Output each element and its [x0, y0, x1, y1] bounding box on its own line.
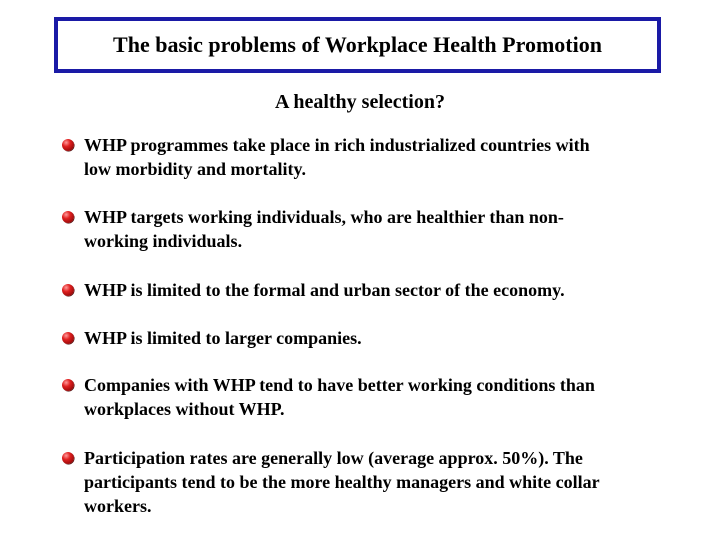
- red-ball-bullet-icon: [62, 211, 74, 223]
- slide-subtitle: A healthy selection?: [275, 91, 445, 113]
- red-ball-bullet-icon: [62, 284, 74, 296]
- bullet-line: workplaces without WHP.: [84, 399, 285, 419]
- bullet-text: [84, 278, 704, 302]
- bullet-line: WHP is limited to the formal and urban sector of the economy.: [84, 280, 565, 300]
- red-ball-bullet-icon: [62, 139, 74, 151]
- red-ball-bullet-icon: [62, 379, 74, 391]
- red-ball-bullet-icon: [62, 452, 74, 464]
- slide-title: The basic problems of Workplace Health Promotion: [113, 32, 602, 57]
- bullet-line: low morbidity and mortality.: [84, 159, 307, 179]
- bullet-line: WHP is limited to larger companies.: [84, 328, 362, 348]
- bullet-text: [84, 133, 704, 181]
- bullet-text: [84, 205, 704, 253]
- bullet-line: working individuals.: [84, 231, 243, 251]
- bullet-text: [84, 326, 704, 350]
- title-box: [54, 17, 661, 73]
- bullet-line: WHP targets working individuals, who are healthier than non-: [84, 207, 564, 227]
- bullet-line: workers.: [84, 496, 152, 516]
- bullet-line: participants tend to be the more healthy managers and white collar: [84, 472, 600, 492]
- bullet-text: [84, 373, 704, 421]
- bullet-line: Participation rates are generally low (average approx. 50%). The: [84, 448, 583, 468]
- bullet-line: Companies with WHP tend to have better working conditions than: [84, 375, 595, 395]
- bullet-text: [84, 446, 704, 518]
- bullet-line: WHP programmes take place in rich industrialized countries with: [84, 135, 590, 155]
- red-ball-bullet-icon: [62, 332, 74, 344]
